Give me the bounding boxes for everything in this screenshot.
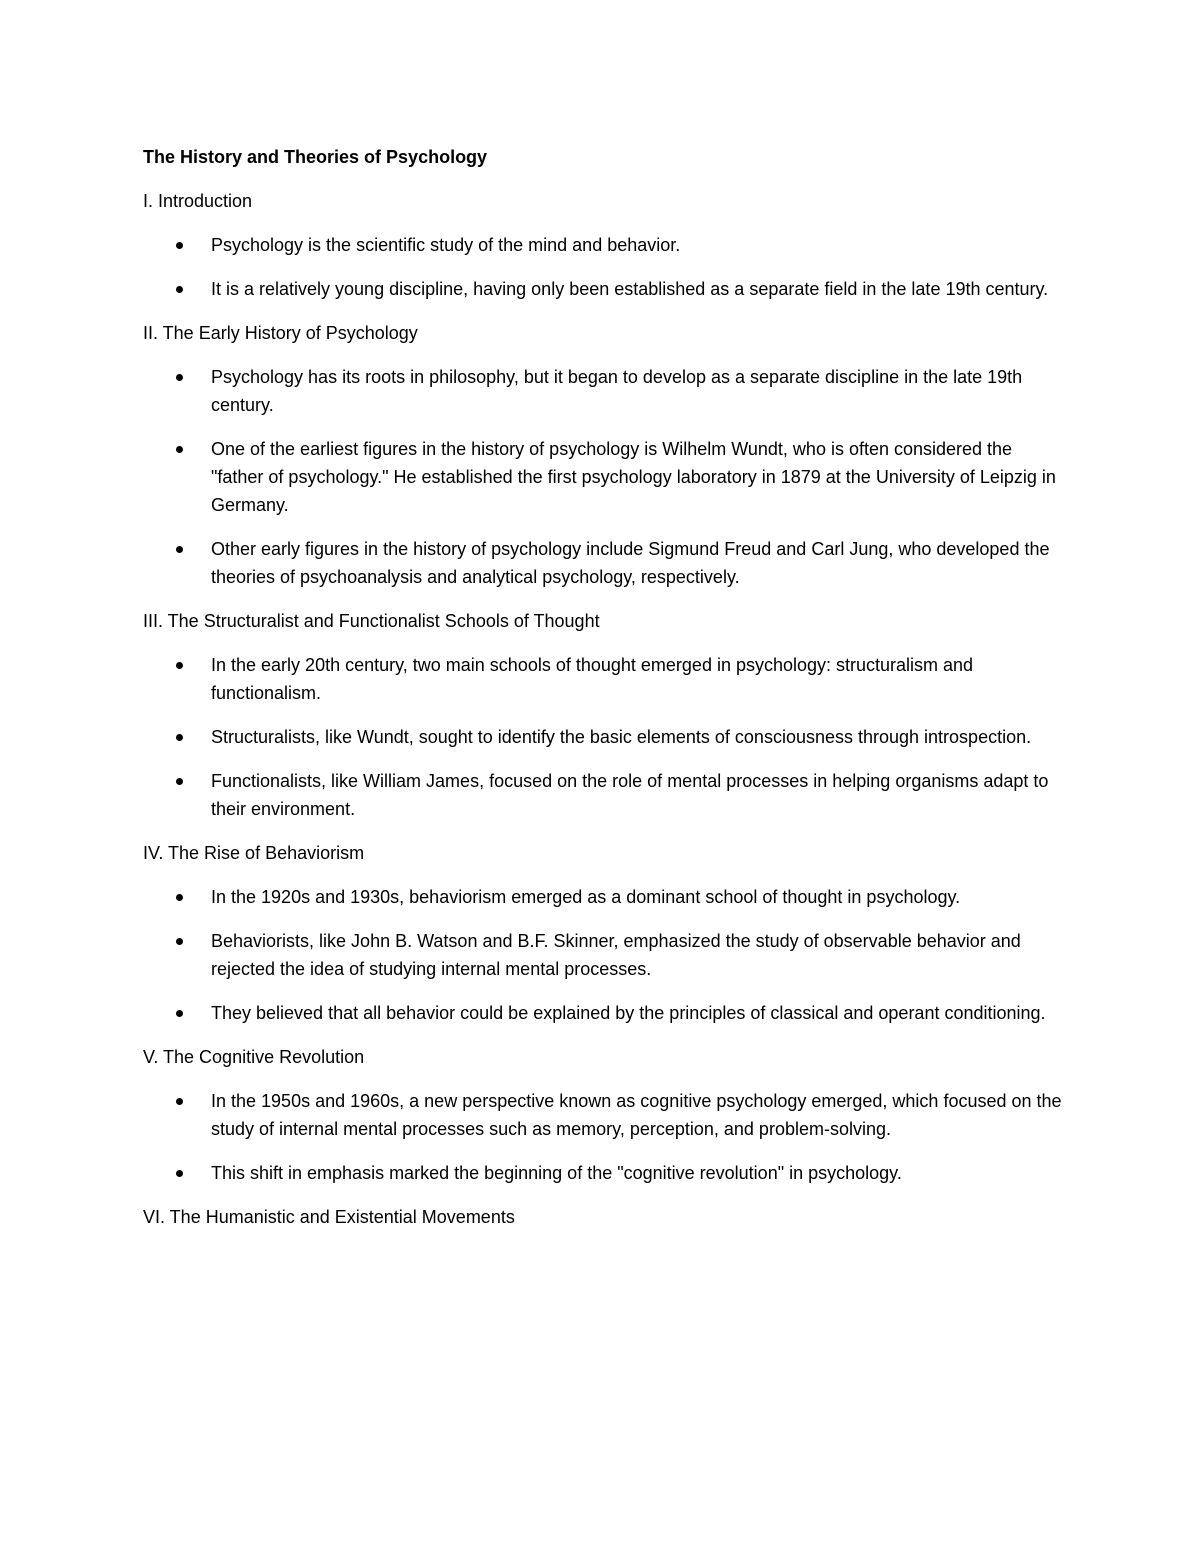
list-item bbox=[143, 435, 1063, 519]
list-item bbox=[143, 723, 1063, 751]
list-item-text: Structuralists, like Wundt, sought to identify the basic elements of consciousness through introspection. bbox=[211, 727, 1032, 747]
bullet-icon bbox=[176, 938, 183, 945]
bullet-list bbox=[143, 231, 1063, 303]
list-item bbox=[143, 999, 1063, 1027]
bullet-icon bbox=[176, 734, 183, 741]
list-item bbox=[143, 231, 1063, 259]
list-item bbox=[143, 651, 1063, 707]
bullet-icon bbox=[176, 242, 183, 249]
bullet-list bbox=[143, 883, 1063, 1027]
list-item-text: Psychology is the scientific study of the mind and behavior. bbox=[211, 235, 681, 255]
bullet-icon bbox=[176, 374, 183, 381]
list-item-text: In the early 20th century, two main schools of thought emerged in psychology: structuralism and functionalism. bbox=[211, 655, 974, 703]
list-item-text: It is a relatively young discipline, having only been established as a separate field in the late 19th century. bbox=[211, 279, 1049, 299]
list-item bbox=[143, 767, 1063, 823]
bullet-icon bbox=[176, 1170, 183, 1177]
list-item bbox=[143, 535, 1063, 591]
list-item bbox=[143, 1159, 1063, 1187]
bullet-list bbox=[143, 1087, 1063, 1187]
section-heading: III. The Structuralist and Functionalist Schools of Thought bbox=[143, 611, 600, 631]
sections-container bbox=[143, 187, 1063, 1231]
bullet-icon bbox=[176, 546, 183, 553]
list-item bbox=[143, 927, 1063, 983]
section-heading: V. The Cognitive Revolution bbox=[143, 1047, 365, 1067]
list-item-text: They believed that all behavior could be explained by the principles of classical and operant conditioning. bbox=[211, 1003, 1046, 1023]
list-item-text: In the 1920s and 1930s, behaviorism emerged as a dominant school of thought in psychology. bbox=[211, 887, 961, 907]
document-title: The History and Theories of Psychology bbox=[143, 147, 488, 167]
list-item-text: One of the earliest figures in the history of psychology is Wilhelm Wundt, who is often considered the "father of psychology." He established the first psychology laboratory in 1879 at the University of Leipzig in Germany. bbox=[211, 439, 1056, 515]
bullet-icon bbox=[176, 1098, 183, 1105]
section-heading: I. Introduction bbox=[143, 191, 253, 211]
list-item-text: Behaviorists, like John B. Watson and B.F. Skinner, emphasized the study of observable behavior and rejected the idea of studying internal mental processes. bbox=[211, 931, 1021, 979]
bullet-icon bbox=[176, 662, 183, 669]
section-heading: IV. The Rise of Behaviorism bbox=[143, 843, 365, 863]
bullet-icon bbox=[176, 446, 183, 453]
list-item bbox=[143, 275, 1063, 303]
list-item bbox=[143, 1087, 1063, 1143]
bullet-icon bbox=[176, 1010, 183, 1017]
section-heading: II. The Early History of Psychology bbox=[143, 323, 418, 343]
list-item-text: Psychology has its roots in philosophy, but it began to develop as a separate discipline in the late 19th century. bbox=[211, 367, 1023, 415]
bullet-list bbox=[143, 363, 1063, 591]
list-item-text: This shift in emphasis marked the beginning of the "cognitive revolution" in psychology. bbox=[211, 1163, 902, 1183]
bullet-icon bbox=[176, 286, 183, 293]
section-heading: VI. The Humanistic and Existential Movements bbox=[143, 1207, 515, 1227]
list-item-text: Other early figures in the history of psychology include Sigmund Freud and Carl Jung, who developed the theories of psychoanalysis and analytical psychology, respectively. bbox=[211, 539, 1050, 587]
document-body bbox=[143, 143, 1063, 1247]
list-item bbox=[143, 883, 1063, 911]
list-item-text: In the 1950s and 1960s, a new perspective known as cognitive psychology emerged, which focused on the study of internal mental processes such as memory, perception, and problem-solving. bbox=[211, 1091, 1062, 1139]
bullet-icon bbox=[176, 894, 183, 901]
bullet-list bbox=[143, 651, 1063, 823]
list-item bbox=[143, 363, 1063, 419]
bullet-icon bbox=[176, 778, 183, 785]
list-item-text: Functionalists, like William James, focused on the role of mental processes in helping organisms adapt to their environment. bbox=[211, 771, 1049, 819]
